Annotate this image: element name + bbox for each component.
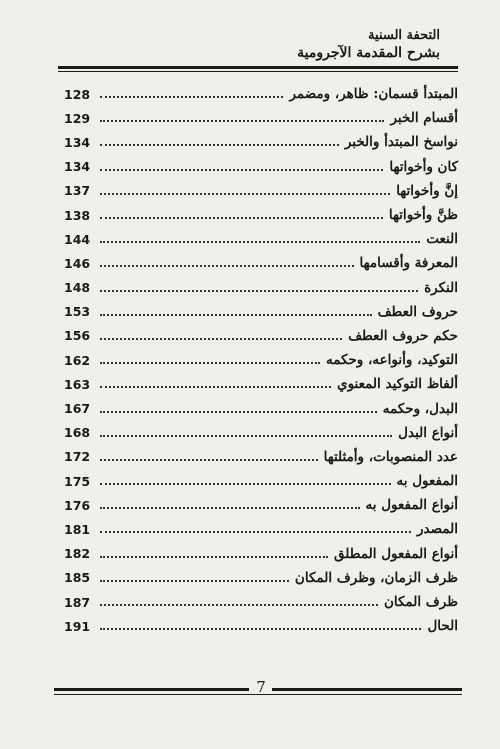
dot-leader (100, 580, 289, 582)
toc-entry-page: 134 (64, 134, 91, 150)
page-number: 7 (256, 678, 266, 696)
toc-entry (64, 300, 458, 324)
toc-entry-title: ظرف الزمان، وظرف المكان (294, 569, 458, 586)
toc-entry-title: نواسخ المبتدأ والخبر (344, 134, 458, 151)
dot-leader (100, 314, 372, 316)
toc-entry-page: 181 (64, 521, 91, 537)
toc-entry-title: المبتدأ قسمان: ظاهر، ومضمر (289, 86, 458, 103)
toc-entry-title: ألفاظ التوكيد المعنوي (337, 376, 458, 393)
toc-entry (64, 227, 458, 251)
toc-entry-title: عدد المنصوبات، وأمثلتها (323, 448, 458, 465)
toc-entry-page: 138 (64, 207, 91, 223)
toc-entry-page: 167 (64, 401, 91, 417)
dot-leader (100, 217, 383, 219)
toc-entry-page: 182 (64, 546, 91, 562)
dot-leader (100, 386, 331, 388)
toc-entry (64, 179, 458, 203)
toc-entry-title: أنواع المفعول به (365, 497, 458, 514)
toc-entry-title: المعرفة وأقسامها (359, 255, 458, 272)
toc-entry (64, 324, 458, 348)
toc-entry-page: 129 (64, 110, 91, 126)
toc-entry-title: ظرف المكان (383, 594, 458, 611)
footer-rule-right (272, 688, 462, 691)
dot-leader (100, 628, 421, 630)
toc-entry-page: 144 (64, 231, 91, 247)
dot-leader (100, 362, 320, 364)
toc-entry (64, 130, 458, 154)
header-rule-thick (58, 66, 458, 69)
dot-leader (100, 193, 390, 195)
toc-entry-title: النعت (426, 231, 458, 248)
toc-entry-title: حروف العطف (377, 303, 458, 320)
dot-leader (100, 290, 418, 292)
header-rule-thin (58, 71, 458, 72)
toc-entry-title: أقسام الخبر (390, 110, 458, 127)
toc-entry-page: 153 (64, 304, 91, 320)
dot-leader (100, 411, 377, 413)
toc-entry (64, 106, 458, 130)
toc-entry-page: 162 (64, 352, 91, 368)
toc-entry-page: 146 (64, 255, 91, 271)
toc-entry-page: 134 (64, 159, 91, 175)
toc-entry (64, 542, 458, 566)
toc-entry (64, 82, 458, 106)
toc-entry (64, 517, 458, 541)
toc-entry-page: 175 (64, 473, 91, 489)
toc-entry-page: 148 (64, 280, 91, 296)
toc-entry-page: 191 (64, 618, 91, 634)
toc-entry (64, 469, 458, 493)
toc-entry-title: حكم حروف العطف (348, 327, 458, 344)
running-header (210, 28, 440, 62)
toc-entry (64, 372, 458, 396)
book-subtitle: بشرح المقدمة الآجرومية (297, 45, 440, 61)
toc-entry (64, 251, 458, 275)
toc-entry (64, 421, 458, 445)
toc-entry (64, 155, 458, 179)
toc-entry-page: 185 (64, 570, 91, 586)
dot-leader (100, 459, 318, 461)
toc-entry-page: 163 (64, 376, 91, 392)
toc-entry-title: الحال (427, 618, 458, 635)
toc-entry (64, 493, 458, 517)
toc-entry-page: 156 (64, 328, 91, 344)
toc-entry (64, 445, 458, 469)
toc-entry (64, 276, 458, 300)
dot-leader (100, 531, 411, 533)
toc-entry-title: إنَّ وأخواتها (396, 182, 458, 199)
dot-leader (100, 604, 378, 606)
toc-entry (64, 566, 458, 590)
footer-rule-left (54, 688, 249, 691)
toc-entry-title: التوكيد، وأنواعه، وحكمه (325, 352, 458, 369)
toc-entry-page: 187 (64, 594, 91, 610)
toc-entry-page: 172 (64, 449, 91, 465)
dot-leader (100, 483, 391, 485)
toc-entry (64, 203, 458, 227)
toc-entry (64, 590, 458, 614)
toc-entry-title: أنواع البدل (398, 424, 458, 441)
dot-leader (100, 435, 392, 437)
dot-leader (100, 144, 339, 146)
dot-leader (100, 556, 328, 558)
toc-entry-title: البدل، وحكمه (382, 400, 458, 417)
toc-entry-page: 168 (64, 425, 91, 441)
toc-entry (64, 396, 458, 420)
toc-entry-title: كان وأخواتها (389, 158, 458, 175)
toc-entry-title: النكرة (424, 279, 458, 296)
dot-leader (100, 120, 384, 122)
table-of-contents (64, 82, 458, 638)
toc-entry-title: المصدر (417, 521, 458, 538)
toc-entry-title: أنواع المفعول المطلق (334, 545, 458, 562)
dot-leader (100, 507, 360, 509)
toc-entry-title: ظنَّ وأخواتها (388, 207, 458, 224)
dot-leader (100, 169, 383, 171)
book-title: التحفة السنية (368, 28, 440, 43)
toc-entry-page: 137 (64, 183, 91, 199)
toc-entry-page: 128 (64, 86, 91, 102)
dot-leader (100, 265, 354, 267)
toc-entry (64, 348, 458, 372)
dot-leader (100, 96, 283, 98)
toc-entry (64, 614, 458, 638)
dot-leader (100, 338, 342, 340)
toc-entry-title: المفعول به (396, 473, 458, 490)
toc-entry-page: 176 (64, 497, 91, 513)
dot-leader (100, 241, 420, 243)
